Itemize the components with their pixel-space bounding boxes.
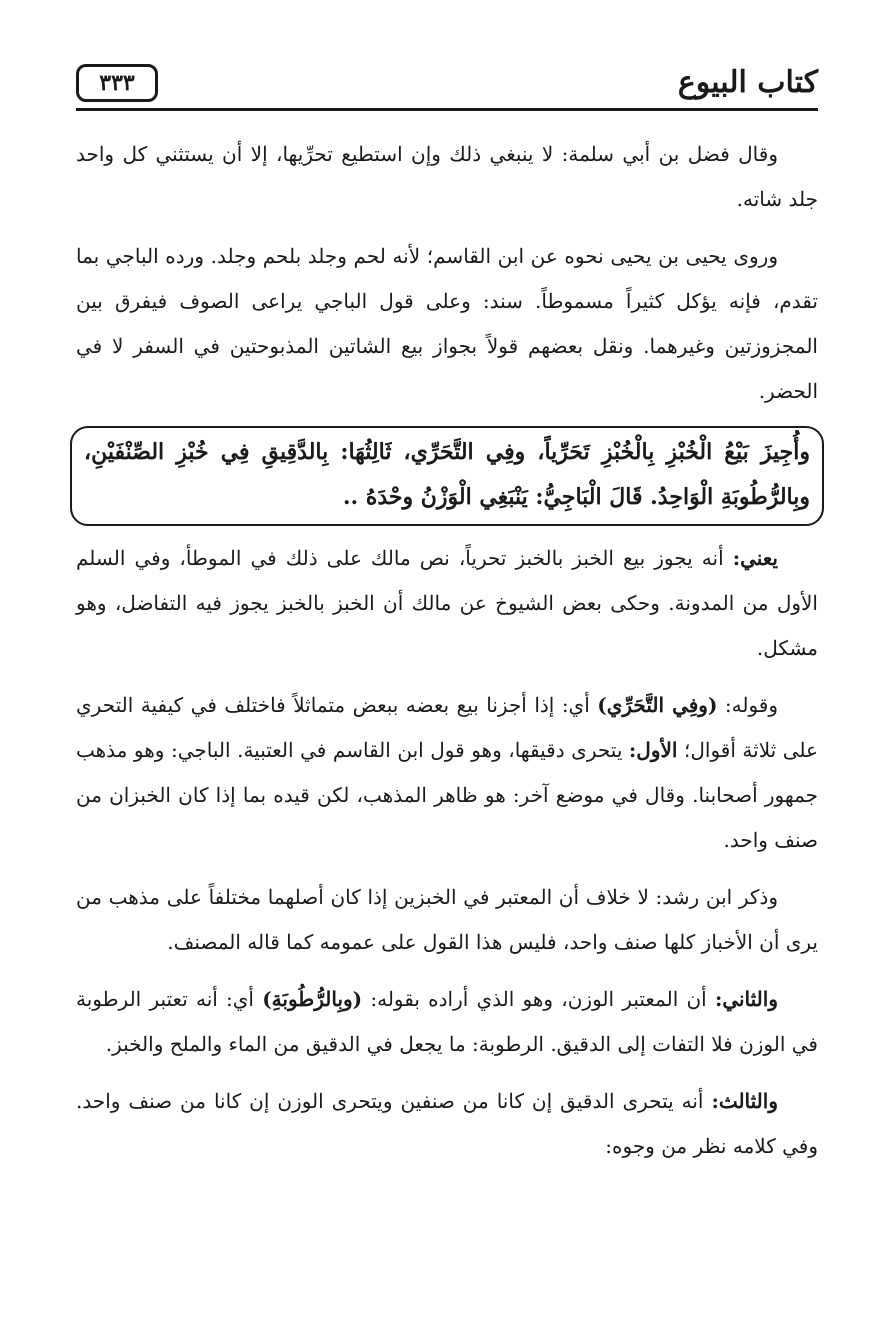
page-number: ٣٣٣	[76, 64, 158, 102]
paragraph-third-opinion	[76, 1079, 818, 1169]
matn-text: وأُجِيزَ بَيْعُ الْخُبْزِ بِالْخُبْزِ تَحَرِّياً، وفِي التَّحَرِّي، ثَالِثُهَا: بِالدَّقِيقِ فِي خُبْزِ الصِّنْفَيْنِ، وبِالرُّطُوبَةِ الْوَاحِدُ. قَالَ الْبَاجِيُّ: يَنْبَغِي الْوَزْنُ وحْدَهُ ..	[84, 439, 810, 510]
paragraph-text: أي: أنه تعتبر الرطوبة في الوزن فلا التفات إلى الدقيق. الرطوبة: ما يجعل في الدقيق من الماء والملح والخبز.	[76, 987, 818, 1056]
lead-word: الأول:	[628, 738, 678, 762]
page	[76, 58, 818, 1181]
matn-box	[70, 426, 824, 526]
paragraph-second-opinion	[76, 977, 818, 1067]
quoted-matn: (وفِي التَّحَرِّي)	[597, 693, 718, 717]
page-header	[76, 58, 818, 116]
lead-word: والثاني:	[714, 987, 778, 1011]
paragraph-yahya-report: وروى يحيى بن يحيى نحوه عن ابن القاسم؛ لأنه لحم وجلد بلحم وجلد. ورده الباجي بما تقدم، فإنه يؤكل كثيراً مسموطاً. سند: وعلى قول الباجي يراعى الصوف فيفرق بين المجزوزتين وغيرهما. ونقل بعضهم قولاً بجواز بيع الشاتين المذبوحتين في السفر لا في الحضر.	[76, 244, 818, 403]
paragraph-text: أنه يتحرى الدقيق إن كانا من صنفين ويتحرى الوزن إن كانا من صنف واحد. وفي كلامه نظر من وجوه:	[76, 1089, 818, 1158]
lead-word: يعني:	[732, 546, 778, 570]
book-title: كتاب البيوع	[677, 65, 818, 100]
paragraph-text: يتحرى دقيقها، وهو قول ابن القاسم في العتبية. الباجي: وهو مذهب جمهور أصحابنا. وقال في موضع آخر: هو ظاهر المذهب، لكن قيده بما إذا كان الخبزان من صنف واحد.	[76, 738, 818, 852]
header-divider	[76, 108, 818, 111]
quoted-matn: (وبِالرُّطُوبَةِ)	[262, 987, 363, 1011]
paragraph-ibn-rushd: وذكر ابن رشد: لا خلاف أن المعتبر في الخبزين إذا كان أصلهما مختلفاً على مذهب من يرى أن الأخباز كلها صنف واحد، فليس هذا القول على عمومه كما قاله المصنف.	[76, 885, 818, 954]
paragraph-text: أن المعتبر الوزن، وهو الذي أراده بقوله:	[362, 987, 715, 1011]
paragraph-text: أي: إذا أجزنا بيع بعضه ببعض متماثلاً فاختلف في كيفية التحري على ثلاثة أقوال؛	[76, 693, 818, 762]
paragraph-fadl-quote: وقال فضل بن أبي سلمة: لا ينبغي ذلك وإن استطيع تحرِّيها، إلا أن يستثني كل واحد جلد شاته.	[76, 142, 818, 211]
paragraph-text: وقوله:	[717, 693, 779, 717]
lead-word: والثالث:	[711, 1089, 778, 1113]
paragraph-text: أنه يجوز بيع الخبز بالخبز تحرياً، نص مالك على ذلك في الموطأ، وفي السلم الأول من المدونة. وحكى بعض الشيوخ عن مالك أن الخبز بالخبز يجوز فيه التفاضل، وهو مشكل.	[76, 546, 818, 660]
paragraph-yani	[76, 536, 818, 671]
paragraph-tahharri	[76, 683, 818, 863]
